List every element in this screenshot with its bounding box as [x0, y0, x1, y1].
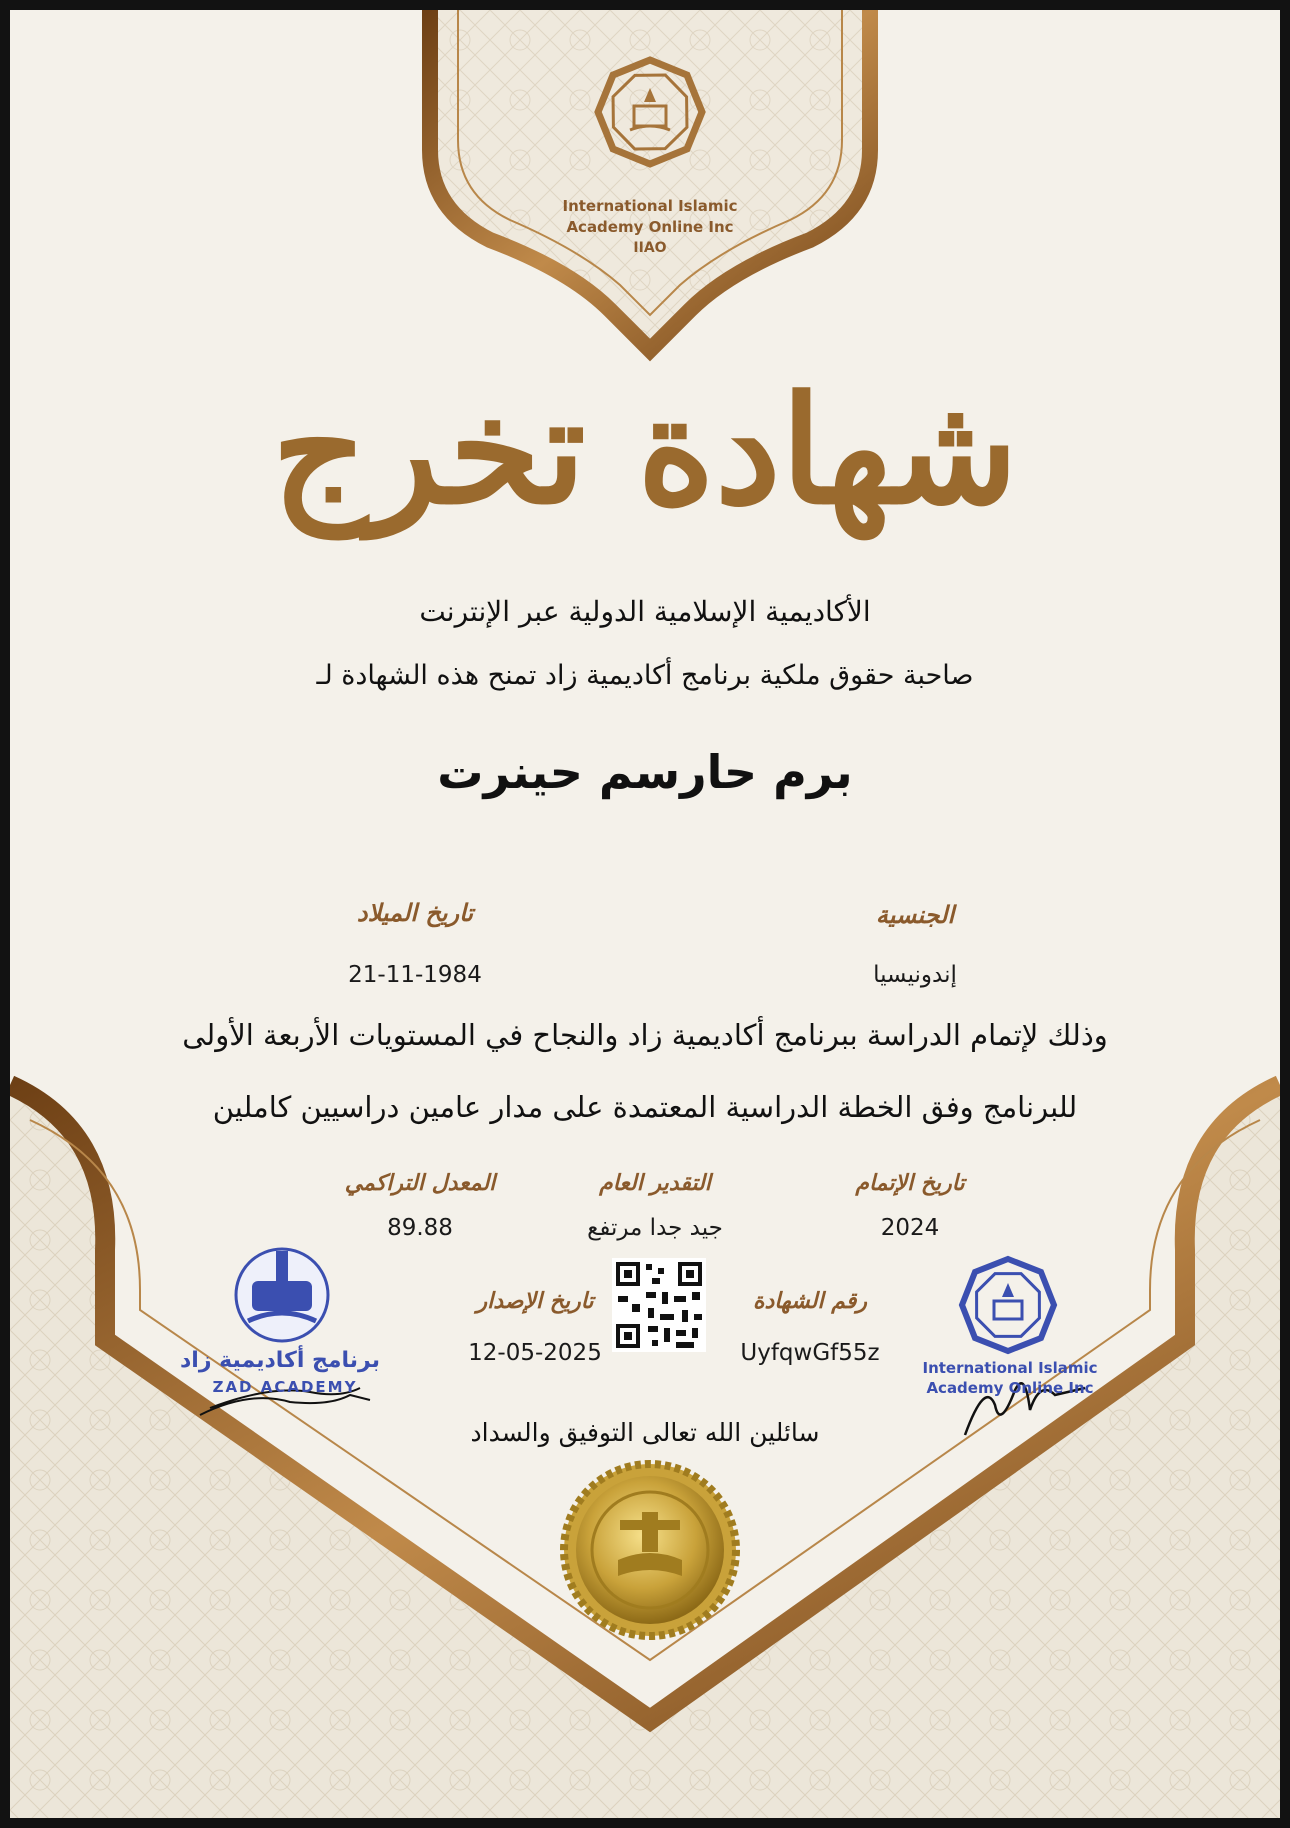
issue-date-label: تاريخ الإصدار	[476, 1288, 594, 1314]
zad-blue-logo	[236, 1249, 328, 1341]
header-org-name	[540, 196, 760, 259]
iiao-logo-text	[915, 1358, 1105, 1398]
iiao-logo-line1: International Islamic	[922, 1359, 1098, 1377]
certificate	[10, 10, 1280, 1818]
birthdate-value: 21-11-1984	[348, 962, 482, 988]
header-org-abbr: IIAO	[633, 240, 667, 256]
completion-label: تاريخ الإتمام	[855, 1170, 965, 1196]
zad-logo-arabic: برنامج أكاديمية زاد	[180, 1348, 380, 1373]
header-org-line1: International Islamic	[562, 197, 738, 215]
certificate-title: شهادة تخرج	[271, 363, 1019, 537]
cert-number-value: UyfqwGf55z	[740, 1340, 880, 1366]
gpa-label: المعدل التراكمي	[344, 1170, 496, 1196]
qr-code	[612, 1258, 706, 1352]
grade-label: التقدير العام	[599, 1170, 711, 1196]
cert-number-label: رقم الشهادة	[752, 1288, 868, 1314]
recipient-name: برم حارسم حينرت	[437, 745, 853, 799]
gpa-value: 89.88	[387, 1215, 453, 1241]
subtitle-line1: الأكاديمية الإسلامية الدولية عبر الإنترنت	[419, 595, 871, 628]
zad-logo-english: ZAD ACADEMY	[212, 1378, 358, 1396]
body-line2: للبرنامج وفق الخطة الدراسية المعتمدة على مدار عامين دراسيين كاملين	[212, 1090, 1078, 1124]
header-org-line2: Academy Online Inc	[566, 218, 734, 236]
nationality-label: الجنسية	[875, 900, 955, 929]
certificate-frame	[10, 10, 1280, 1818]
closing-line: سائلين الله تعالى التوفيق والسداد	[470, 1418, 820, 1447]
subtitle-line2: صاحبة حقوق ملكية برنامج أكاديمية زاد تمنح هذه الشهادة لـ	[316, 660, 974, 691]
completion-value: 2024	[880, 1215, 940, 1241]
birthdate-label: تاريخ الميلاد	[356, 898, 474, 927]
iiao-blue-logo	[962, 1259, 1054, 1351]
body-line1: وذلك لإتمام الدراسة ببرنامج أكاديمية زاد والنجاح في المستويات الأربعة الأولى	[182, 1018, 1108, 1052]
issue-date-value: 12-05-2025	[468, 1340, 602, 1366]
nationality-value: إندونيسيا	[873, 962, 957, 988]
iiao-logo-line2: Academy Online Inc	[926, 1379, 1094, 1397]
gold-seal	[564, 1464, 736, 1636]
grade-value: جيد جدا مرتفع	[587, 1215, 723, 1241]
